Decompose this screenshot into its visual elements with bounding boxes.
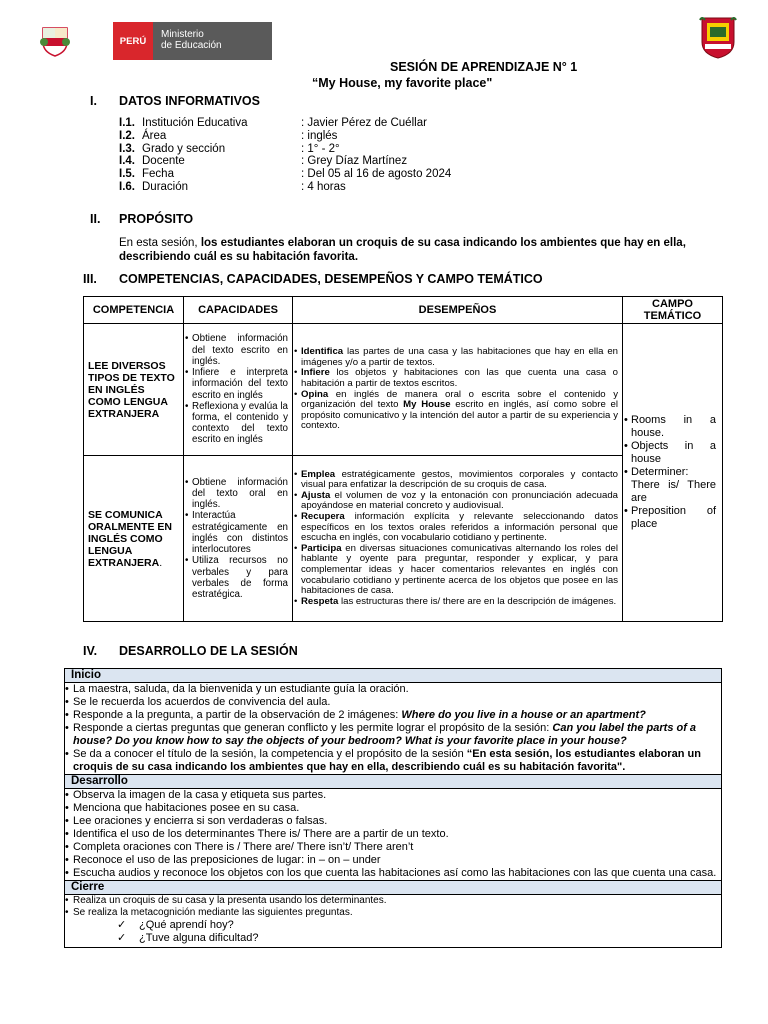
desempeno-item — [301, 390, 618, 432]
desempenos-cell-2 — [293, 456, 623, 622]
table-header-row — [84, 297, 723, 324]
item-emphasis: “En esta sesión, los estudiantes elaboran un croquis de su casa indicando los ambientes que hay en ella, describiendo cuál es su habitación favorita". — [73, 748, 701, 773]
header-capacidades: CAPACIDADES — [184, 297, 293, 324]
section-heading-proposito: PROPÓSITO — [119, 212, 194, 226]
dato-number: I.3. — [119, 142, 135, 155]
metacognition-questions — [65, 919, 721, 945]
item-emphasis: My House — [403, 399, 451, 411]
desempenos-list — [293, 347, 622, 432]
proposito-text: En esta sesión, los estudiantes elaboran un croquis de su casa indicando los ambientes que hay en ella, describiendo cuál es su habitación favorita. — [119, 237, 686, 263]
section-number-4: IV. — [83, 644, 98, 658]
campo-item: • Objects in a house — [631, 440, 716, 466]
item-text: información explícita y relevante seleccionando datos específicos en los textos orales referidos a información personal que escucha en inglés, con vocabulario cotidiano y pertinente. — [301, 511, 618, 544]
dato-label: Docente — [142, 155, 185, 168]
desarrollo-table — [64, 668, 722, 948]
desempeno-item — [301, 491, 618, 512]
checkmark-icon: ✓ — [117, 919, 127, 931]
item-text: en diversas situaciones comunicativas alternando los roles del hablante y oyente para preguntar, responder y explicar, y para complementar ideas y hacer comentarios relevantes en inglés con vocabulario cotidiano y pertinente acerca de los objetos que posee en las habitaciones de casa. — [301, 542, 618, 597]
item-text: Se le recuerda los acuerdos de convivencia del aula. — [73, 696, 331, 708]
dato-label: Grado y sección — [142, 142, 226, 155]
inicio-cell — [65, 683, 722, 775]
list-item: • Observa la imagen de la casa y etiqueta sus partes. — [73, 789, 717, 802]
desempeno-item — [301, 512, 618, 544]
dato-number: I.5. — [119, 168, 135, 181]
section-number-1: I. — [90, 94, 97, 108]
item-text: el volumen de voz y la entonación con pronunciación adecuada apoyándose en material concreto y audiovisual. — [301, 489, 618, 512]
item-emphasis: Participa — [301, 542, 342, 554]
capacidad-item: • Interactúa estratégicamente en inglés con distintos interlocutores — [192, 510, 288, 555]
question-text: ¿Tuve alguna dificultad? — [139, 932, 259, 944]
question-item — [117, 932, 721, 945]
session-subtitle: “My House, my favorite place" — [312, 76, 493, 90]
capacidad-item: • Infiere e interpreta información del texto escrito en inglés — [192, 367, 288, 401]
list-item — [73, 722, 717, 748]
dato-number: I.2. — [119, 129, 135, 142]
competencia-comunica: SE COMUNICA ORALMENTE EN INGLÉS COMO LENGUA EXTRANJERA. — [84, 456, 184, 622]
session-title: SESIÓN DE APRENDIZAJE N° 1 — [390, 60, 578, 74]
item-text: Se da a conocer el título de la sesión, la competencia y el propósito de la sesión — [73, 748, 467, 760]
dato-value: : inglés — [301, 129, 338, 142]
dato-label: Duración — [142, 181, 189, 193]
item-emphasis: Identifica — [301, 346, 344, 358]
item-emphasis: Opina — [301, 388, 329, 400]
list-item: • Lee oraciones y encierra si son verdaderas o falsas. — [73, 815, 717, 828]
cierre-list — [65, 895, 721, 919]
desempeno-item — [301, 597, 618, 608]
list-item — [73, 709, 717, 722]
header-campo-tematico: CAMPO TEMÁTICO — [623, 297, 723, 324]
minedu-logo — [40, 22, 232, 60]
list-item: • Se realiza la metacognición mediante las siguientes preguntas. — [73, 907, 717, 919]
capacidades-list — [184, 333, 292, 445]
campo-item: • Rooms in a house. — [631, 414, 716, 440]
dato-label: Institución Educativa — [142, 117, 248, 129]
desempenos-cell-1 — [293, 324, 623, 456]
dato-row — [119, 130, 619, 143]
desarrollo-list — [65, 789, 721, 880]
header-competencia: COMPETENCIA — [84, 297, 184, 324]
competencia-lee: LEE DIVERSOS TIPOS DE TEXTO EN INGLÉS COMO LENGUA EXTRANJERA — [84, 324, 184, 456]
dato-value: : Del 05 al 16 de agosto 2024 — [301, 168, 452, 181]
dato-number: I.6. — [119, 181, 135, 193]
item-emphasis: Ajusta — [301, 489, 331, 501]
item-emphasis: Respeta — [301, 595, 339, 607]
dato-label: Área — [142, 129, 167, 142]
item-text: Responde a ciertas preguntas que generan conflicto y les permite lograr el propósito de la sesión: — [73, 722, 553, 734]
desempeno-item — [301, 544, 618, 597]
dato-row — [119, 143, 619, 156]
desempeno-item — [301, 368, 618, 389]
dato-value: : Javier Pérez de Cuéllar — [301, 117, 427, 129]
dato-number: I.4. — [119, 155, 135, 168]
item-emphasis: Infiere — [301, 367, 330, 379]
dato-value: : 1° - 2° — [301, 142, 340, 155]
band-desarrollo: Desarrollo — [65, 775, 722, 789]
list-item: • Identifica el uso de los determinantes There is/ There are a partir de un texto. — [73, 828, 717, 841]
capacidades-cell-2 — [184, 456, 293, 622]
list-item: • Reconoce el uso de las preposiciones de lugar: in – on – under — [73, 854, 717, 867]
list-item — [73, 696, 717, 709]
section-heading-datos: DATOS INFORMATIVOS — [119, 94, 260, 108]
item-emphasis: Emplea — [301, 468, 336, 480]
band-inicio: Inicio — [65, 669, 722, 683]
dato-label: Fecha — [142, 168, 174, 181]
section-heading-desarrollo: DESARROLLO DE LA SESIÓN — [119, 644, 298, 658]
campo-item: • Preposition of place — [631, 505, 716, 531]
item-text: La maestra, saluda, da la bienvenida y un estudiante guía la oración. — [73, 683, 409, 695]
item-text: estratégicamente gestos, movimientos corporales y contacto visual para enfatizar la descripción de su croquis de casa. — [301, 468, 618, 491]
school-crest-icon — [699, 14, 737, 60]
dato-value: : Grey Díaz Martínez — [301, 155, 408, 168]
cierre-cell — [65, 895, 722, 948]
capacidad-item: • Utiliza recursos no verbales y para verbales de forma estratégica. — [192, 555, 288, 600]
campo-tematico-cell — [623, 324, 723, 622]
campo-tematico-list — [623, 414, 722, 531]
section-number-2: II. — [90, 212, 101, 226]
dato-row — [119, 168, 619, 181]
item-text: en inglés de manera oral o escrita sobre el contenido y organización del texto — [301, 388, 618, 411]
ministry-label: Ministerio de Educación — [153, 22, 272, 60]
section-heading-competencias: COMPETENCIAS, CAPACIDADES, DESEMPEÑOS Y CAMPO TEMÁTICO — [119, 272, 543, 286]
peru-label: PERÚ — [113, 22, 153, 60]
item-emphasis: Recupera — [301, 511, 345, 523]
dato-number: I.1. — [119, 117, 135, 129]
peru-coat-of-arms-icon — [40, 24, 70, 58]
capacidades-cell-1 — [184, 324, 293, 456]
desempeno-item — [301, 470, 618, 491]
item-emphasis: Where do you live in a house or an apartment? — [401, 709, 646, 721]
list-item — [73, 683, 717, 696]
capacidad-item: • Reflexiona y evalúa la forma, el contenido y contexto del texto escrito en inglés — [192, 401, 288, 446]
dato-row — [119, 117, 619, 130]
desempeno-item — [301, 347, 618, 368]
capacidades-list — [184, 477, 292, 600]
list-item: • Menciona que habitaciones posee en su casa. — [73, 802, 717, 815]
list-item: • Realiza un croquis de su casa y la presenta usando los determinantes. — [73, 895, 717, 907]
item-text: las partes de una casa y las habitaciones que hay en ella en imágenes y/o a partir de textos. — [301, 346, 618, 368]
item-text: escrito en inglés, así como sobre el propósito comunicativo y la intención del autor a partir de su experiencia y contexto. — [301, 399, 618, 432]
dato-value: : 4 horas — [301, 181, 346, 193]
band-cierre: Cierre — [65, 881, 722, 895]
desarrollo-cell — [65, 789, 722, 881]
table-row — [84, 324, 723, 456]
competencias-table — [83, 296, 723, 622]
capacidad-item: • Obtiene información del texto escrito en inglés. — [192, 333, 288, 367]
list-item: • Completa oraciones con There is / There are/ There isn’t/ There aren’t — [73, 841, 717, 854]
dato-row — [119, 155, 619, 168]
list-item: • Escucha audios y reconoce los objetos con los que cuenta las habitaciones así como las habitaciones con las que cuenta una casa. — [73, 867, 717, 880]
item-emphasis: Can you label the parts of a house? Do you know how to say the objects of your bedroom? What is your favorite place in your house? — [73, 722, 697, 747]
dato-row — [119, 181, 619, 194]
desempenos-list — [293, 470, 622, 608]
item-text: los objetos y habitaciones con las que cuenta una casa o habitación a partir de textos escritos. — [301, 367, 618, 389]
campo-item: • Determiner: There is/ There are — [631, 466, 716, 505]
question-text: ¿Qué aprendí hoy? — [139, 919, 234, 931]
section-number-3: III. — [83, 272, 97, 286]
list-item — [73, 748, 717, 774]
capacidad-item: • Obtiene información del texto oral en inglés. — [192, 477, 288, 511]
item-text: las estructuras there is/ there are en la descripción de imágenes. — [338, 595, 617, 607]
inicio-list — [65, 683, 721, 774]
question-item — [117, 919, 721, 932]
item-text: Responde a la pregunta, a partir de la observación de 2 imágenes: — [73, 709, 402, 721]
header-desempenos: DESEMPEÑOS — [293, 297, 623, 324]
checkmark-icon: ✓ — [117, 932, 127, 944]
